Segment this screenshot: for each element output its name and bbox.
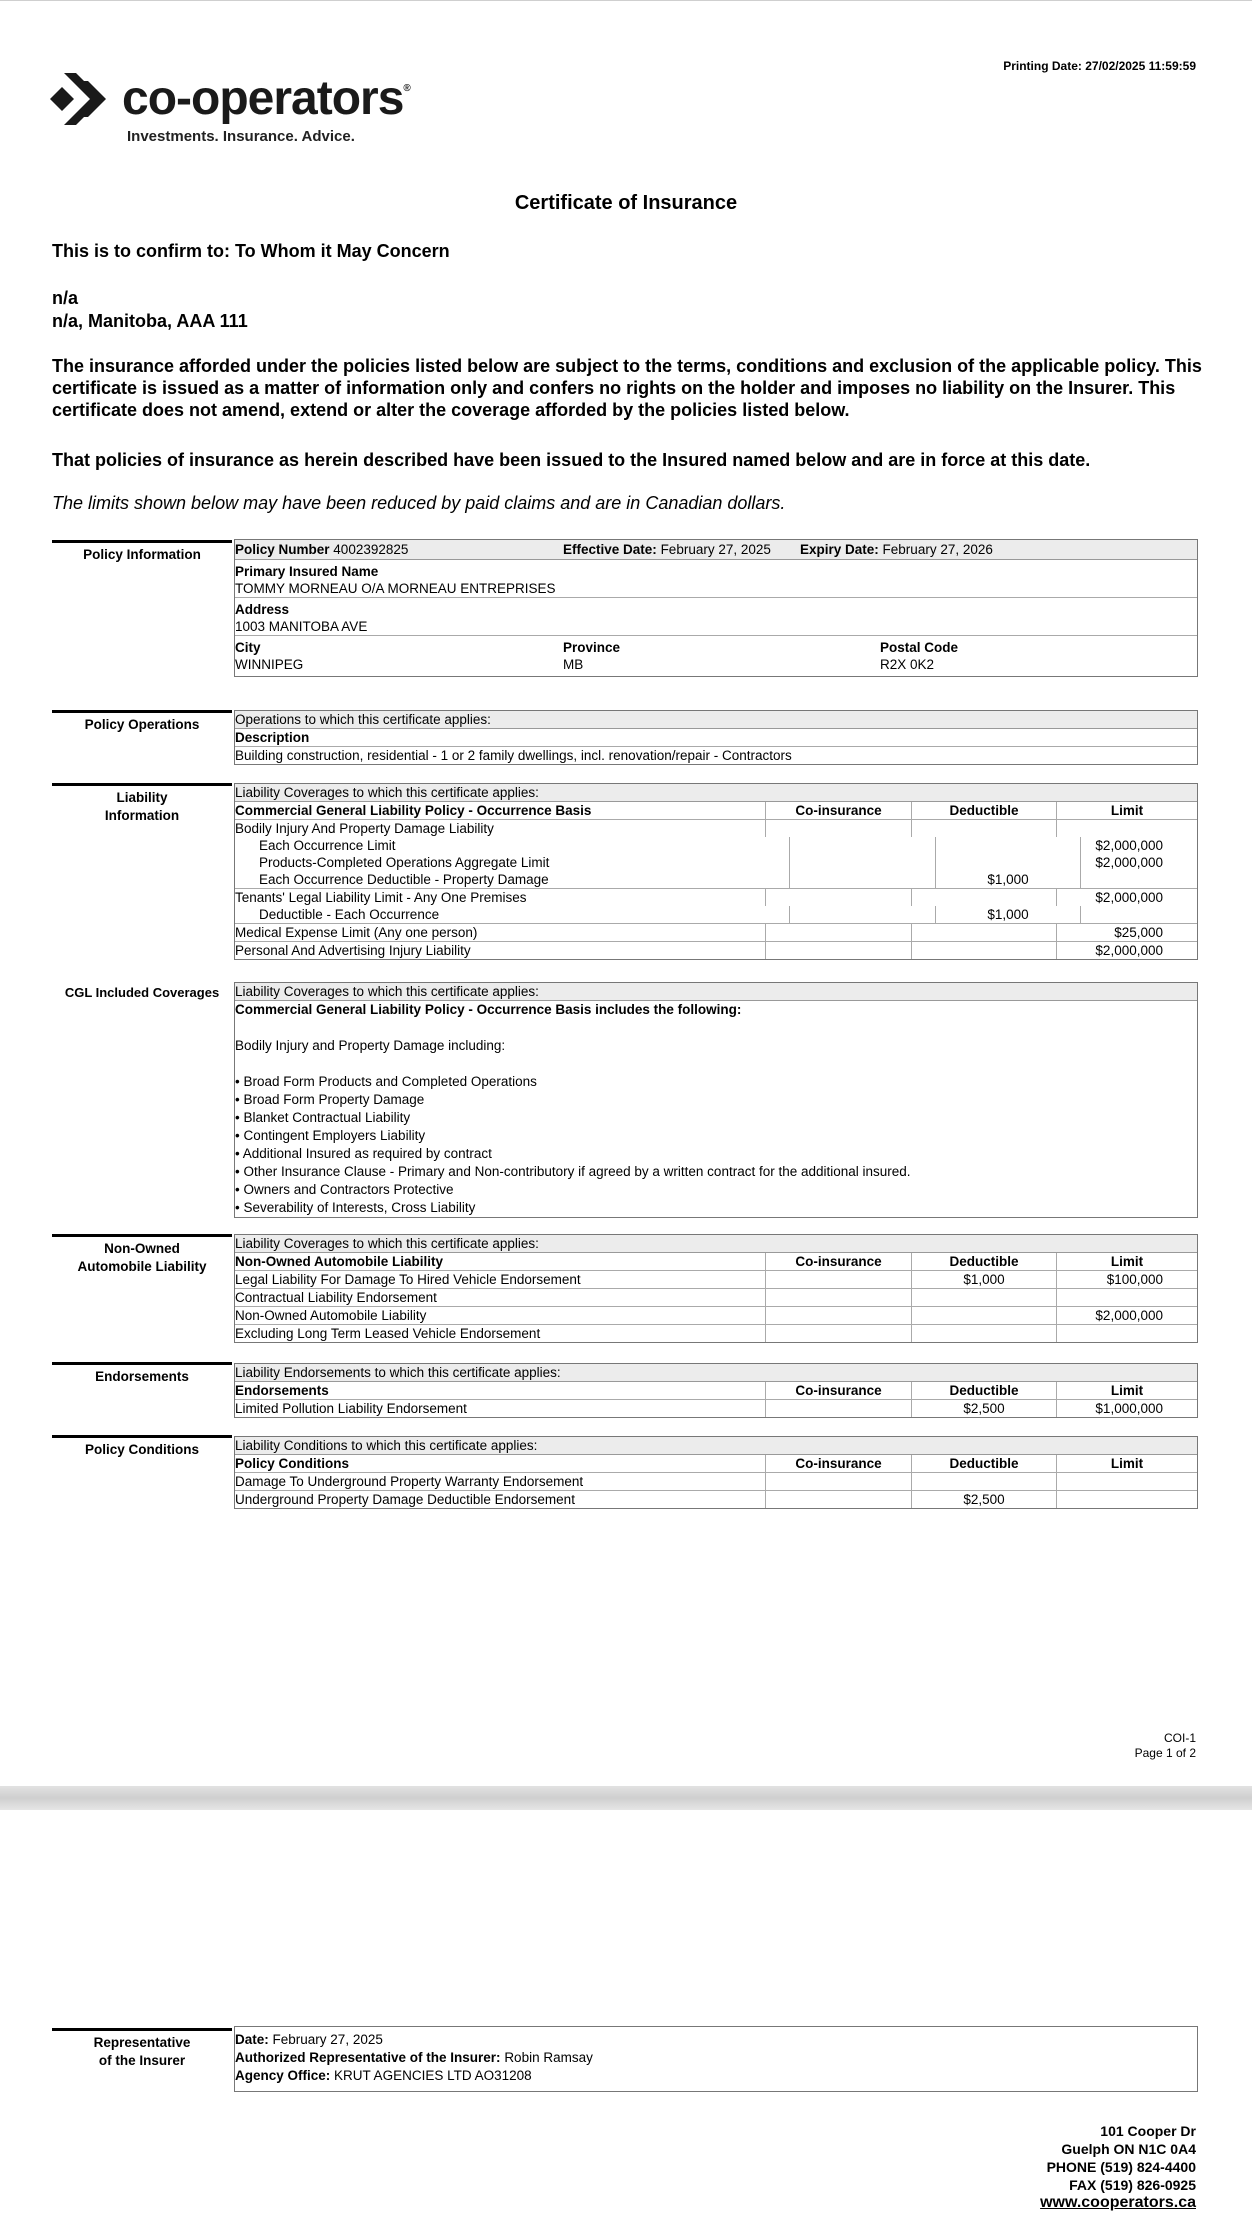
table-row: Products-Completed Operations Aggregate Limit $2,000,000	[235, 854, 1197, 871]
insured-address: 1003 MANITOBA AVE	[235, 619, 368, 634]
representative-box: Date: February 27, 2025 Authorized Representative of the Insurer: Robin Ramsay Agency Office: KRUT AGENCIES LTD AO31208	[234, 2026, 1198, 2092]
company-phone: PHONE (519) 824-4400	[1046, 2159, 1196, 2175]
section-label-cgl-included: CGL Included Coverages	[64, 985, 220, 1000]
table-row: Excluding Long Term Leased Vehicle Endorsement	[235, 1325, 1197, 1342]
agency-office: KRUT AGENCIES LTD AO31208	[334, 2068, 532, 2083]
section-label-representative: Representative of the Insurer	[52, 2028, 232, 2070]
table-row: Bodily Injury And Property Damage Liability	[235, 820, 1197, 837]
address-row: Address 1003 MANITOBA AVE	[235, 598, 1197, 636]
list-item: • Severability of Interests, Cross Liability	[235, 1200, 476, 1215]
list-item: • Blanket Contractual Liability	[235, 1110, 411, 1125]
page-number: Page 1 of 2	[1134, 1746, 1196, 1760]
city-row: City WINNIPEG Province MB Postal Code R2X 0K2	[235, 640, 959, 672]
city: WINNIPEG	[235, 657, 304, 672]
province: MB	[563, 657, 584, 672]
table-row: Underground Property Damage Deductible Endorsement $2,500	[235, 1491, 1197, 1508]
disclaimer-paragraph: The insurance afforded under the policies listed below are subject to the terms, conditions and exclusion of the applicable policy. This certificate is issued as a matter of information only and confers no rights on the holder and imposes no liability on the Insurer. This certificate does not amend, extend or alter the coverage afforded by the policies listed below.	[52, 356, 1202, 420]
company-address: 101 Cooper Dr Guelph ON N1C 0A4 PHONE (519) 824-4400 FAX (519) 826-0925 www.cooperators.ca	[1040, 2123, 1196, 2211]
certificate-page-2	[0, 1810, 1252, 2234]
authorized-representative: Robin Ramsay	[504, 2050, 593, 2065]
in-force-paragraph: That policies of insurance as herein described have been issued to the Insured named below and are in force at this date.	[52, 450, 1091, 470]
table-row: Personal And Advertising Injury Liability $2,000,000	[235, 943, 1163, 958]
operations-description: Building construction, residential - 1 or 2 family dwellings, incl. renovation/repair - Contractors	[235, 748, 792, 763]
company-website-link[interactable]: www.cooperators.ca	[1040, 2194, 1196, 2211]
table-row: Deductible - Each Occurrence $1,000	[235, 906, 1197, 924]
insured-name-row: Primary Insured Name TOMMY MORNEAU O/A MORNEAU ENTREPRISES	[235, 560, 1197, 598]
endorsements-column-headers: Endorsements Co-insurance Deductible Limit	[235, 1382, 1197, 1400]
list-item: • Contingent Employers Liability	[235, 1128, 426, 1143]
postal-code: R2X 0K2	[880, 657, 935, 672]
policy-conditions-box: Liability Conditions to which this certificate applies: Policy Conditions Co-insurance Deductible Limit Damage To Underground Property Warranty Endorsement Underground Property Damage Deductible Endorsement $2,500	[234, 1436, 1198, 1509]
table-row: Each Occurrence Limit $2,000,000	[235, 837, 1197, 854]
section-label-policy-conditions: Policy Conditions	[52, 1435, 232, 1459]
liability-information-box: Liability Coverages to which this certificate applies: Commercial General Liability Policy - Occurrence Basis Co-insurance Deductible Limit Bodily Injury And Property Damage Liability Each Occurrence Limit $2,000,000 Products-Completed Operations Aggregate Limit $2,000,000 Each Occurrence Deductible - Property Damage $1,000 Tenants' Legal Liability Limit - Any One Premises $2,000,000 Deductible - Each Occurrence $1,000 Medical Expense Limit (Any one person) $25,000 Personal And Advertising Injury Liability $2,000,000	[234, 783, 1198, 960]
list-item: • Owners and Contractors Protective	[235, 1182, 454, 1197]
limits-note: The limits shown below may have been reduced by paid claims and are in Canadian dollars.	[52, 493, 786, 513]
expiry-date: February 27, 2026	[882, 542, 993, 557]
policy-number: 4002392825	[333, 542, 409, 557]
section-label-policy-operations: Policy Operations	[52, 710, 232, 734]
table-row: Damage To Underground Property Warranty Endorsement	[235, 1473, 1197, 1491]
logo-wordmark: co-operators®	[122, 72, 410, 125]
table-row: Legal Liability For Damage To Hired Vehicle Endorsement $1,000 $100,000	[235, 1271, 1197, 1289]
section-label-policy-information: Policy Information	[52, 540, 232, 564]
endorsements-box: Liability Endorsements to which this certificate applies: Endorsements Co-insurance Deductible Limit Limited Pollution Liability Endorsement $2,500 $1,000,000	[234, 1363, 1198, 1418]
page-title: Certificate of Insurance	[514, 192, 738, 214]
recipient-address: n/a n/a, Manitoba, AAA 111	[52, 288, 248, 331]
printing-date: Printing Date: 27/02/2025 11:59:59	[1003, 59, 1196, 73]
table-row: Tenants' Legal Liability Limit - Any One Premises $2,000,000	[235, 890, 1163, 905]
list-item: • Broad Form Property Damage	[235, 1092, 425, 1107]
table-row: Medical Expense Limit (Any one person) $25,000	[235, 924, 1197, 942]
section-label-non-owned-auto: Non-Owned Automobile Liability	[52, 1234, 232, 1276]
cgl-included-box: Liability Coverages to which this certificate applies: Commercial General Liability Policy - Occurrence Basis includes the following: Bodily Injury and Property Damage including: • Broad Form Products and Completed Operations • Broad Form Property Damage • Blanket Contractual Liability • Contingent Employers Liability • Additional Insured as required by contract • Other Insurance Clause - Primary and Non-contributory if agreed by a written contract for the additional insured. • Owners and Contractors Protective • Severability of Interests, Cross Liability	[234, 982, 1198, 1218]
list-item: • Other Insurance Clause - Primary and Non-contributory if agreed by a written contract for the additional insured.	[235, 1164, 911, 1179]
table-row: Contractual Liability Endorsement	[235, 1289, 1197, 1307]
effective-date: February 27, 2025	[660, 542, 771, 557]
insured-name: TOMMY MORNEAU O/A MORNEAU ENTREPRISES	[235, 581, 556, 596]
form-code: COI-1	[1163, 1731, 1196, 1745]
company-fax: FAX (519) 826-0925	[1069, 2177, 1196, 2193]
conditions-column-headers: Policy Conditions Co-insurance Deductible Limit	[235, 1455, 1197, 1473]
section-label-endorsements: Endorsements	[52, 1362, 232, 1386]
section-label-liability-information: Liability Information	[52, 783, 232, 825]
page-footer	[1135, 1731, 1196, 1761]
list-item: • Broad Form Products and Completed Operations	[235, 1074, 537, 1089]
logo-tagline: Investments. Insurance. Advice.	[127, 128, 355, 145]
table-row: Limited Pollution Liability Endorsement $2,500 $1,000,000	[235, 1401, 1163, 1416]
non-owned-column-headers: Non-Owned Automobile Liability Co-insurance Deductible Limit	[235, 1253, 1197, 1271]
company-logo	[50, 71, 410, 145]
table-row: Non-Owned Automobile Liability $2,000,000	[235, 1307, 1197, 1325]
policy-operations-box: Operations to which this certificate applies: Description Building construction, residential - 1 or 2 family dwellings, incl. renovation/repair - Contractors	[234, 710, 1198, 765]
table-row: Each Occurrence Deductible - Property Damage $1,000	[235, 871, 1197, 889]
policy-information-box	[234, 539, 1198, 677]
non-owned-auto-box: Liability Coverages to which this certificate applies: Non-Owned Automobile Liability Co-insurance Deductible Limit Legal Liability For Damage To Hired Vehicle Endorsement $1,000 $100,000 Contractual Liability Endorsement Non-Owned Automobile Liability $2,000,000 Excluding Long Term Leased Vehicle Endorsement	[234, 1234, 1198, 1343]
representative-date: February 27, 2025	[272, 2032, 383, 2047]
policy-number-row: Policy Number 4002392825 Effective Date: February 27, 2025 Expiry Date: February 27, 2026	[235, 540, 1197, 560]
liability-column-headers: Commercial General Liability Policy - Occurrence Basis Co-insurance Deductible Limit	[235, 802, 1197, 820]
list-item: • Additional Insured as required by contract	[235, 1146, 492, 1161]
page-separator	[0, 1786, 1252, 1810]
confirm-to: This is to confirm to: To Whom it May Concern	[52, 241, 450, 261]
chevron-logo-icon	[50, 73, 112, 125]
